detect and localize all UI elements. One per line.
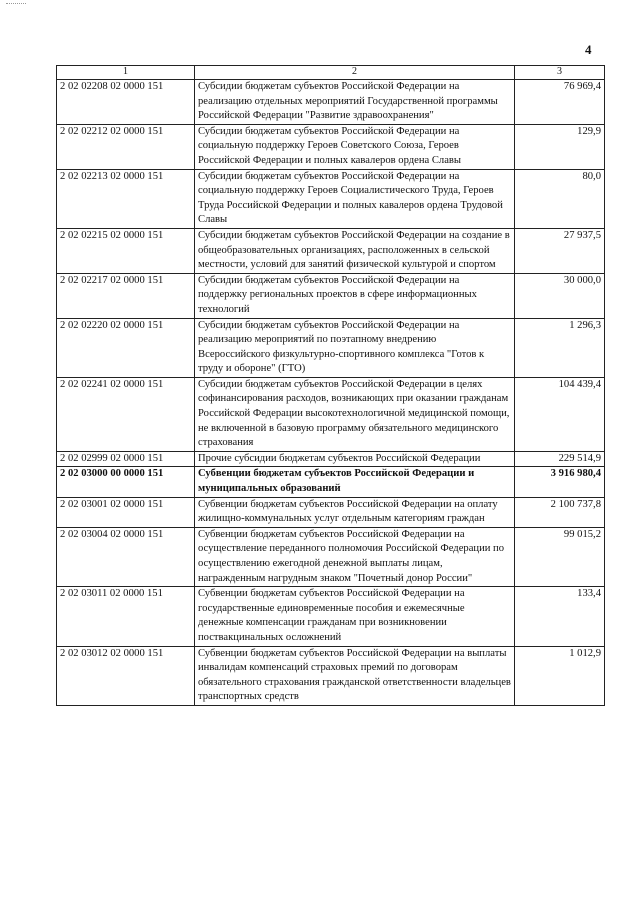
row-code: 2 02 03011 02 0000 151: [57, 587, 195, 646]
row-description: Субсидии бюджетам субъектов Российской Федерации на социальную поддержку Героев Социалистического Труда, Героев Труда Российской Федерации и полных кавалеров ордена Трудовой Славы: [195, 169, 515, 228]
table-row: [57, 273, 605, 318]
row-amount: 129,9: [515, 124, 605, 169]
budget-table: [56, 65, 605, 706]
row-code: 2 02 02215 02 0000 151: [57, 228, 195, 273]
row-description: Субсидии бюджетам субъектов Российской Федерации на поддержку региональных проектов в сфере информационных технологий: [195, 273, 515, 318]
row-code: 2 02 03012 02 0000 151: [57, 646, 195, 705]
row-code: 2 02 02220 02 0000 151: [57, 318, 195, 377]
table-row: [57, 124, 605, 169]
table-row: [57, 169, 605, 228]
row-description: Субвенции бюджетам субъектов Российской Федерации на выплаты инвалидам компенсаций страховых премий по договорам обязательного страхования гражданской ответственности владельцев транспортных средств: [195, 646, 515, 705]
row-code: 2 02 02213 02 0000 151: [57, 169, 195, 228]
table-row: [57, 318, 605, 377]
row-code: 2 02 02241 02 0000 151: [57, 377, 195, 451]
table-row: [57, 377, 605, 451]
row-description: Субвенции бюджетам субъектов Российской Федерации на государственные единовременные пособия и ежемесячные денежные компенсации гражданам при возникновении поствакцинальных осложнений: [195, 587, 515, 646]
row-amount: 104 439,4: [515, 377, 605, 451]
row-amount: 27 937,5: [515, 228, 605, 273]
table-row: [57, 497, 605, 527]
row-code: 2 02 02217 02 0000 151: [57, 273, 195, 318]
row-code: 2 02 03001 02 0000 151: [57, 497, 195, 527]
row-amount: 2 100 737,8: [515, 497, 605, 527]
table-row: [57, 228, 605, 273]
row-description: Прочие субсидии бюджетам субъектов Российской Федерации: [195, 451, 515, 467]
column-header-description: 2: [195, 66, 515, 80]
row-description: Субвенции бюджетам субъектов Российской Федерации и муниципальных образований: [195, 467, 515, 497]
table-row: [57, 80, 605, 125]
row-amount: 80,0: [515, 169, 605, 228]
table-row: [57, 587, 605, 646]
row-description: Субсидии бюджетам субъектов Российской Федерации на социальную поддержку Героев Советского Союза, Героев Российской Федерации и полных кавалеров ордена Славы: [195, 124, 515, 169]
row-description: Субсидии бюджетам субъектов Российской Федерации на реализацию мероприятий по поэтапному внедрению Всероссийского физкультурно-спортивного комплекса "Готов к труду и обороне" (ГТО): [195, 318, 515, 377]
corner-mark: [6, 3, 26, 5]
row-code: 2 02 02208 02 0000 151: [57, 80, 195, 125]
row-description: Субсидии бюджетам субъектов Российской Федерации на создание в общеобразовательных организациях, расположенных в сельской местности, условий для занятий физической культурой и спортом: [195, 228, 515, 273]
row-amount: 1 296,3: [515, 318, 605, 377]
page-number: 4: [585, 42, 592, 57]
table-row: [57, 467, 605, 497]
table-row: [57, 527, 605, 586]
header-row: [57, 66, 605, 80]
column-header-code: 1: [57, 66, 195, 80]
row-code: 2 02 02999 02 0000 151: [57, 451, 195, 467]
row-description: Субвенции бюджетам субъектов Российской Федерации на оплату жилищно-коммунальных услуг отдельным категориям граждан: [195, 497, 515, 527]
row-amount: 76 969,4: [515, 80, 605, 125]
table-row: [57, 451, 605, 467]
row-code: 2 02 03000 00 0000 151: [57, 467, 195, 497]
row-amount: 99 015,2: [515, 527, 605, 586]
row-amount: 3 916 980,4: [515, 467, 605, 497]
row-amount: 30 000,0: [515, 273, 605, 318]
row-amount: 1 012,9: [515, 646, 605, 705]
row-code: 2 02 03004 02 0000 151: [57, 527, 195, 586]
row-description: Субсидии бюджетам субъектов Российской Федерации на реализацию отдельных мероприятий Государственной программы Российской Федерации "Развитие здравоохранения": [195, 80, 515, 125]
row-amount: 133,4: [515, 587, 605, 646]
row-description: Субвенции бюджетам субъектов Российской Федерации на осуществление переданного полномочия Российской Федерации по осуществлению ежегодной денежной выплаты лицам, награжденным нагрудным знаком "Почетный донор России": [195, 527, 515, 586]
row-amount: 229 514,9: [515, 451, 605, 467]
table-row: [57, 646, 605, 705]
row-description: Субсидии бюджетам субъектов Российской Федерации в целях софинансирования расходов, возникающих при оказании гражданам Российской Федерации высокотехнологичной медицинской помощи, не включенной в базовую программу обязательного медицинского страхования: [195, 377, 515, 451]
column-header-amount: 3: [515, 66, 605, 80]
row-code: 2 02 02212 02 0000 151: [57, 124, 195, 169]
